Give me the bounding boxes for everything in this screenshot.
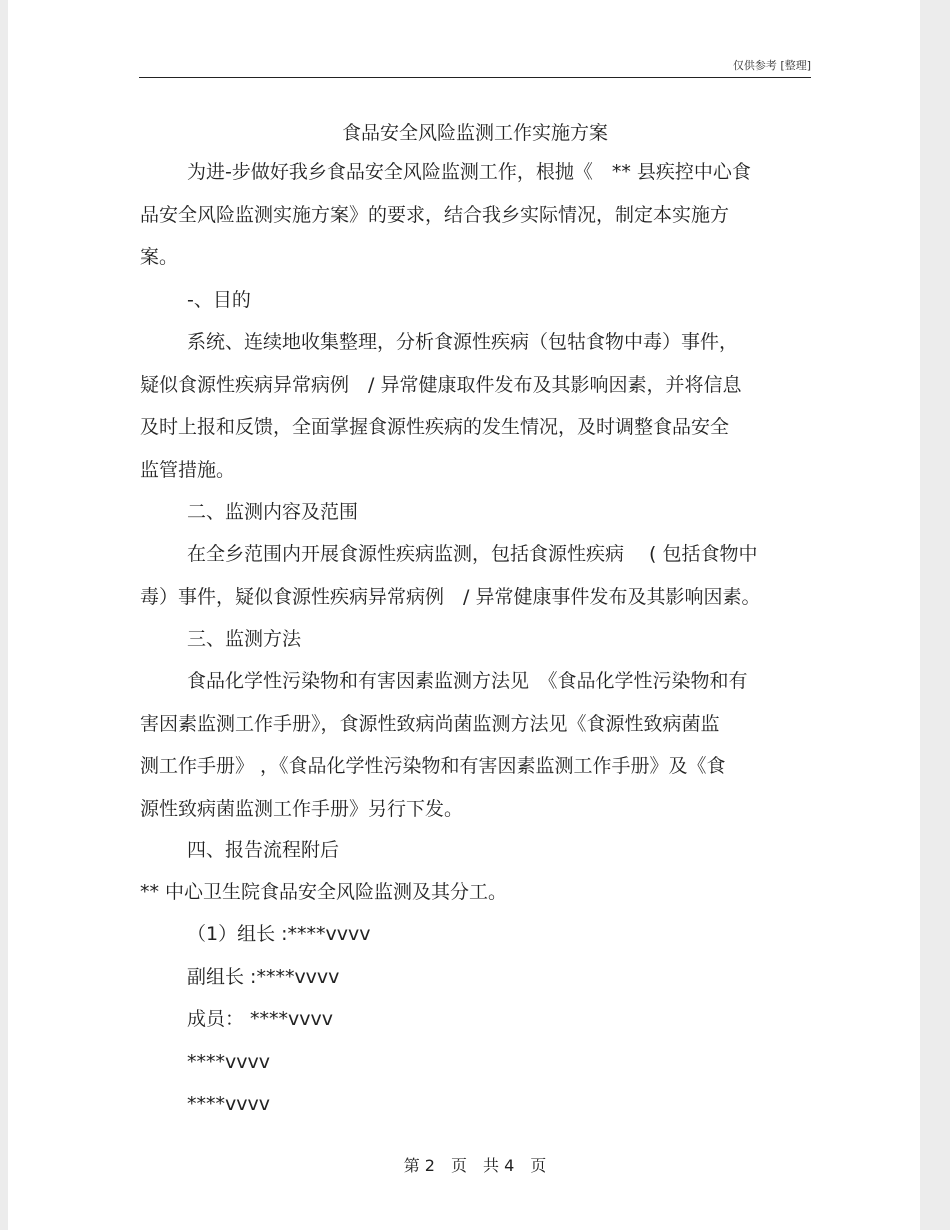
list-item: 成员： ****vvvv [187, 1008, 334, 1030]
paragraph-line: 在全乡范围内开展食源性疾病监测，包括食源性疾病 ( 包括食物中 [187, 543, 758, 565]
heading-text: 三、监测方法 [187, 628, 302, 650]
paragraph-line: 为进-步做好我乡食品安全风险监测工作，根抛《 ** 县疾控中心食 [187, 161, 751, 183]
method-paragraph [140, 660, 810, 830]
page-number: 第 2 页 共 4 页 [403, 1156, 547, 1175]
division-paragraph [140, 871, 810, 914]
paragraph-line: 食品化学性污染物和有害因素监测方法见 《食品化学性污染物和有 [187, 670, 748, 692]
header-note: 仅供参考 [整理] [732, 59, 811, 72]
paragraph-line: 及时上报和反馈，全面掌握食源性疾病的发生情况，及时调整食品安全 [140, 416, 730, 438]
paragraph-line: 疑似食源性疾病异常病例 / 异常健康取件发布及其影响因素，并将信息 [140, 373, 742, 396]
list-item: （1）组长 :****vvvv [187, 923, 371, 945]
list-item: 副组长 :****vvvv [187, 965, 340, 988]
section-heading-purpose [140, 279, 810, 322]
paragraph-line: 系统、连续地收集整理，分析食源性疾病（包牯食物中毒）事件， [187, 331, 739, 353]
paragraph-line: 案。 [140, 246, 179, 268]
scope-paragraph [140, 533, 810, 618]
paragraph-line: 毒）事件，疑似食源性疾病异常病例 / 异常健康事件发布及其影响因素。 [140, 585, 761, 608]
list-item: ****vvvv [187, 1093, 270, 1115]
section-heading-report [140, 829, 810, 872]
paragraph-line: 害因素监测工作手册》，食源性致病尚菌监测方法见《食源性致病菌监 [140, 712, 720, 735]
section-heading-method [140, 618, 810, 661]
paragraph-line: 监管措施。 [140, 458, 236, 481]
paragraph-line: 测工作手册》 ，《食品化学性污染物和有害因素监测工作手册》及《食 [140, 755, 726, 777]
paragraph-line: 品安全风险监测实施方案》的要求，结合我乡实际情况，制定本实施方 [140, 203, 730, 226]
heading-text: 四、报告流程附后 [187, 839, 340, 861]
document-title: 食品安全风险监测工作实施方案 [341, 122, 608, 144]
purpose-paragraph [140, 321, 810, 491]
heading-text: -、目的 [187, 289, 251, 311]
paragraph-line: ** 中心卫生院食品安全风险监测及其分工。 [140, 881, 508, 903]
list-item: ****vvvv [187, 1050, 270, 1073]
heading-text: 二、监测内容及范围 [187, 501, 359, 523]
member-list [140, 913, 810, 1126]
page-header [139, 53, 811, 78]
intro-paragraph [140, 151, 810, 279]
paragraph-line: 源性致病菌监测工作手册》另行下发。 [140, 797, 464, 820]
section-heading-scope [140, 491, 810, 534]
